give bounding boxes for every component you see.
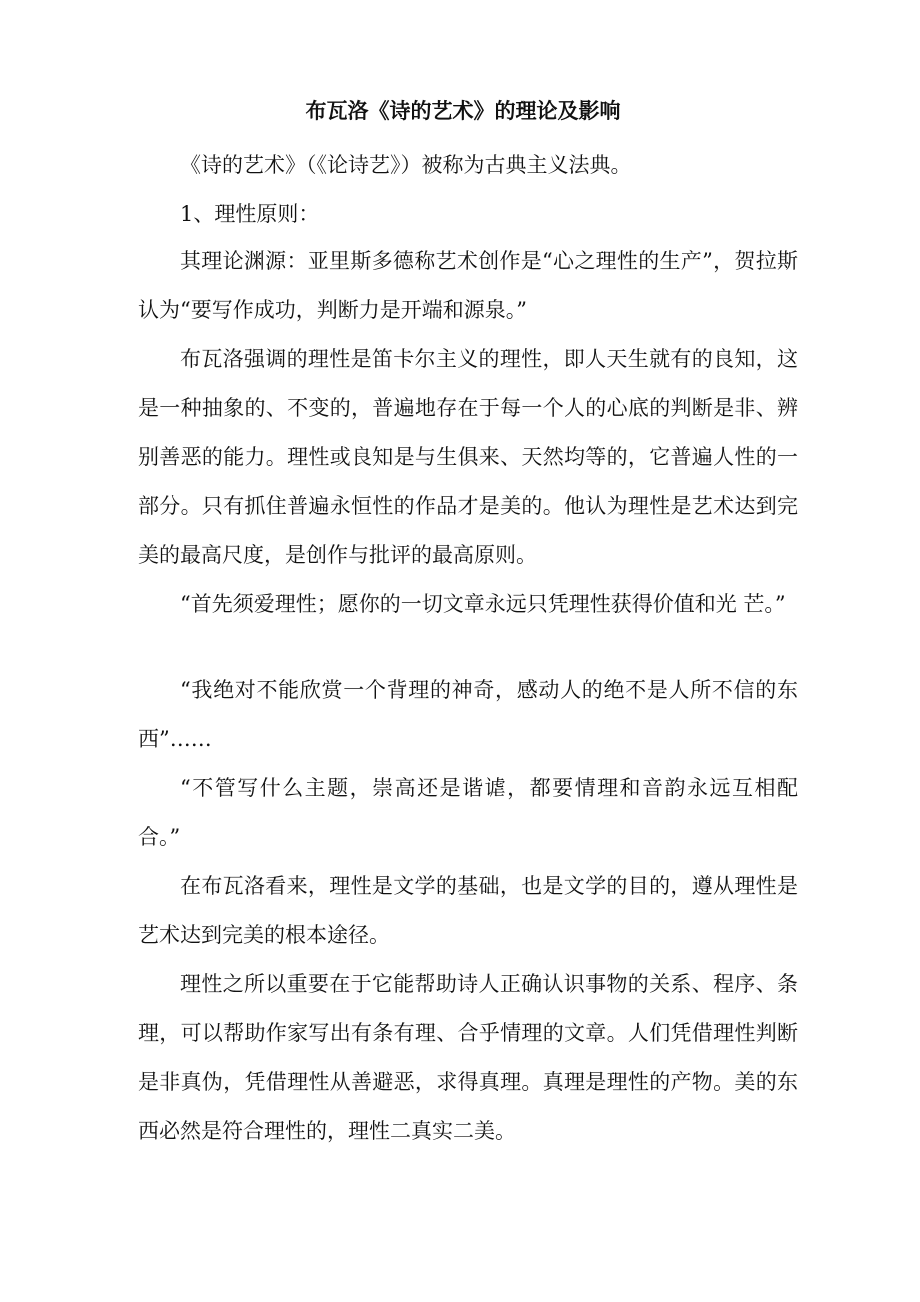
section-heading-reason-principle: 1、理性原则：: [180, 202, 320, 226]
paragraph-quote-unbelievable: “我绝对不能欣赏一个背理的神奇，感动人的绝不是人所不信的东西”……: [138, 678, 798, 751]
paragraph-cartesian-reason: 布瓦洛强调的理性是笛卡尔主义的理性，即人天生就有的良知，这是一种抽象的、不变的，普遍地存在于每一个人的心底的判断是非、辨别善恶的能力。理性或良知是与生俱来、天然均等的，它普遍人性的一部分。只有抓住普遍永恒性的作品才是美的。他认为理性是艺术达到完美的最高尺度，是创作与批评的最高原则。: [138, 347, 798, 567]
paragraph-intro: 《诗的艺术》（《论诗艺》）被称为古典主义法典。: [180, 153, 632, 177]
paragraph-quote-harmony: “不管写什么主题，崇高还是谐谑，都要情理和音韵永远互相配合。”: [138, 776, 798, 849]
document-title: 布瓦洛《诗的艺术》的理论及影响: [305, 99, 621, 123]
paragraph-theory-origin: 其理论渊源：亚里斯多德称艺术创作是“心之理性的生产”，贺拉斯认为“要写作成功，判断力是开端和源泉。”: [138, 249, 798, 322]
paragraph-reason-foundation: 在布瓦洛看来，理性是文学的基础，也是文学的目的，遵从理性是艺术达到完美的根本途径。: [138, 874, 798, 947]
paragraph-reason-importance: 理性之所以重要在于它能帮助诗人正确认识事物的关系、程序、条理，可以帮助作家写出有条有理、合乎情理的文章。人们凭借理性判断是非真伪，凭借理性从善避恶，求得真理。真理是理性的产物。美的东西必然是符合理性的，理性二真实二美。: [138, 972, 798, 1143]
paragraph-quote-love-reason: “首先须爱理性；愿你的一切文章永远只凭理性获得价值和光 芒。”: [180, 592, 786, 616]
